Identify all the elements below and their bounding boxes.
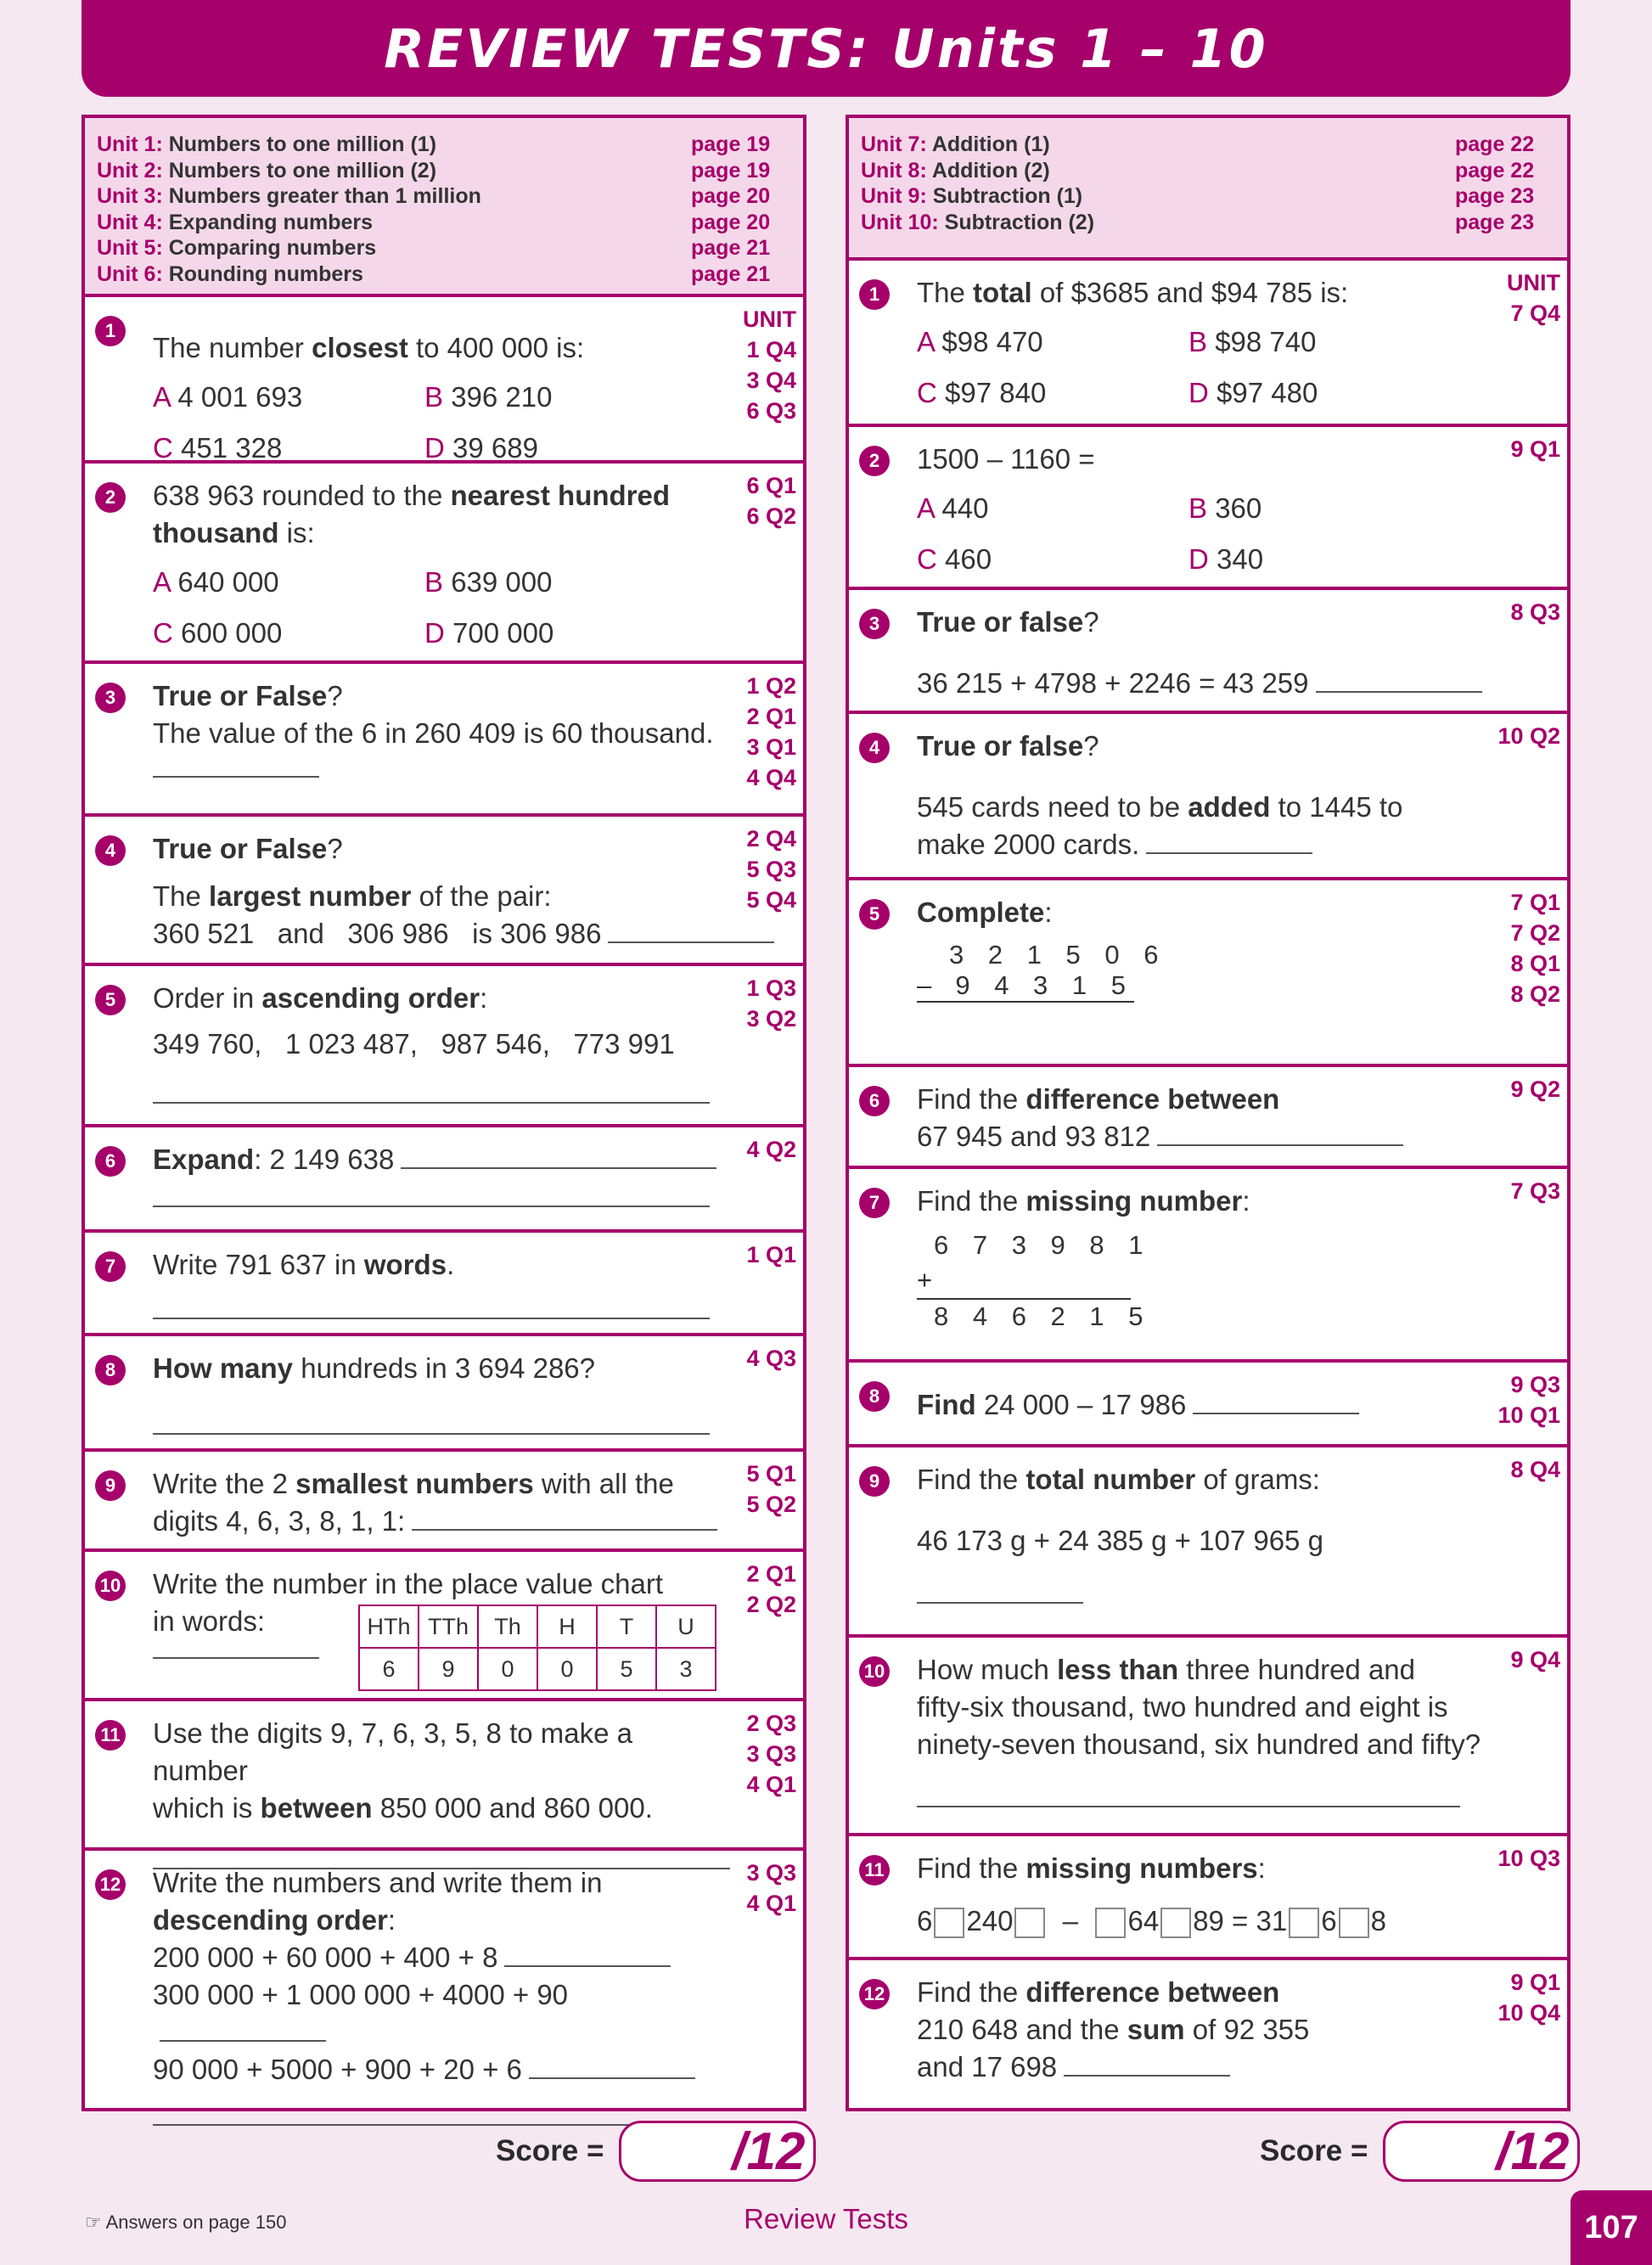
left-score — [496, 2121, 816, 2182]
answer-line[interactable] — [917, 1602, 1083, 1604]
digit-box[interactable] — [934, 1908, 964, 1938]
left-question-5: 5 1 Q3 3 Q2 Order in ascending order: 349 760, 1 023 487, 987 546, 773 991 — [85, 966, 803, 1127]
answer-line[interactable] — [1064, 2068, 1230, 2077]
question-number: 9 — [859, 1466, 890, 1497]
unit-ref: 1 Q3 3 Q2 — [746, 975, 796, 1031]
answer-line[interactable] — [917, 1806, 1460, 1807]
pv-header: U — [656, 1605, 716, 1648]
answer-line[interactable] — [608, 935, 774, 943]
digit-box[interactable] — [1160, 1908, 1191, 1938]
unit-ref: 2 Q1 2 Q2 — [746, 1561, 796, 1617]
unit-ref: 8 Q4 — [1510, 1457, 1560, 1482]
question-number: 5 — [95, 985, 126, 1015]
answer-line[interactable] — [153, 1318, 710, 1319]
unit-ref: 9 Q1 — [1510, 436, 1560, 462]
right-units-list — [849, 118, 1567, 261]
unit-ref: 9 Q3 10 Q1 — [1497, 1372, 1560, 1428]
unit-ref: 9 Q4 — [1510, 1647, 1560, 1672]
option-c[interactable]: C 600 000 — [153, 617, 283, 649]
option-a[interactable]: A $98 470 — [917, 326, 1043, 357]
unit-ref: UNIT 7 Q4 — [1507, 270, 1560, 326]
score-box[interactable]: /12 — [1383, 2121, 1580, 2182]
answer-line[interactable] — [1316, 684, 1482, 693]
left-column — [81, 115, 806, 2111]
unit-ref: 8 Q3 — [1510, 599, 1560, 625]
option-c[interactable]: C 451 328 — [153, 432, 283, 464]
unit-ref: 5 Q1 5 Q2 — [746, 1461, 796, 1517]
footer-title: Review Tests — [744, 2203, 908, 2234]
option-b[interactable]: B $98 740 — [1188, 326, 1317, 357]
left-question-1: 1 UNIT 1 Q4 3 Q4 6 Q3 The number closest to 400 000 is: A 4 001 693 B 396 210 C 451 328 D 39 689 — [85, 297, 803, 464]
left-question-11: 11 2 Q3 3 Q3 4 Q1 Use the digits 9, 7, 6, 3, 5, 8 to make a number which is between 850 000 and 860 000. — [85, 1701, 803, 1851]
addition-result: 8 4 6 2 1 5 — [934, 1301, 1152, 1331]
right-question-8: 8 9 Q3 10 Q1 Find 24 000 – 17 986 — [849, 1363, 1567, 1447]
pv-header: H — [537, 1605, 597, 1648]
right-question-2: 2 9 Q1 1500 – 1160 = A 440 B 360 C 460 D 340 — [849, 427, 1567, 590]
option-d[interactable]: D 39 689 — [424, 432, 538, 464]
operator: + — [917, 1265, 933, 1295]
unit-ref: 10 Q2 — [1497, 723, 1560, 749]
question-number: 6 — [95, 1146, 126, 1177]
right-column — [846, 115, 1571, 2111]
left-question-12: 12 3 Q3 4 Q1 Write the numbers and write them in descending order: 200 000 + 60 000 + 400 + 8 300 000 + 1 000 000 + 4000 + 90 90 000 + 5000 + 900 + 20 + 6 — [85, 1851, 803, 2109]
answer-options — [917, 323, 1499, 412]
unit-ref: 7 Q1 7 Q2 8 Q1 8 Q2 — [1510, 890, 1560, 1007]
right-question-10: 10 9 Q4 How much less than three hundred and fifty-six thousand, two hundred and eight is ninety-seven thousand, six hundred and fifty? — [849, 1638, 1567, 1836]
question-number: 2 — [859, 446, 890, 476]
answer-line[interactable] — [153, 1433, 710, 1435]
unit-row: Unit 8: Addition (2) page 22 — [861, 158, 1535, 183]
unit-row: Unit 6: Rounding numbers page 21 — [97, 261, 771, 286]
pv-header: Th — [478, 1605, 537, 1648]
pv-header: TTh — [419, 1605, 478, 1648]
answer-line[interactable] — [1157, 1138, 1403, 1146]
unit-row: Unit 2: Numbers to one million (2) page 19 — [97, 158, 771, 183]
unit-ref: 2 Q4 5 Q3 5 Q4 — [746, 826, 796, 913]
answer-line[interactable] — [504, 1959, 671, 1967]
question-number: 8 — [859, 1381, 890, 1412]
option-a[interactable]: A 440 — [917, 492, 989, 524]
unit-row: Unit 4: Expanding numbers page 20 — [97, 210, 771, 234]
option-b[interactable]: B 639 000 — [424, 566, 553, 598]
left-question-8: 8 4 Q3 How many hundreds in 3 694 286? — [85, 1336, 803, 1452]
question-number: 4 — [95, 835, 126, 866]
left-question-2: 2 6 Q1 6 Q2 638 963 rounded to the nearest hundred thousand is: A 640 000 B 639 000 C 600 000 D 700 000 — [85, 464, 803, 664]
question-number: 11 — [95, 1720, 126, 1751]
right-question-6: 6 9 Q2 Find the difference between 67 945 and 93 812 — [849, 1067, 1567, 1169]
unit-ref: 4 Q2 — [746, 1137, 796, 1162]
answer-line[interactable] — [1146, 846, 1312, 854]
pv-digit: 3 — [656, 1648, 716, 1690]
option-b[interactable]: B 396 210 — [424, 381, 553, 413]
question-number: 3 — [95, 683, 126, 713]
unit-ref: 1 Q1 — [746, 1242, 796, 1267]
unit-ref: 4 Q3 — [746, 1346, 796, 1371]
answer-line[interactable] — [153, 776, 319, 778]
question-number: 10 — [95, 1571, 126, 1601]
option-a[interactable]: A 4 001 693 — [153, 381, 303, 413]
unit-ref: 10 Q3 — [1497, 1846, 1560, 1871]
title-banner — [81, 0, 1571, 97]
pv-digit: 0 — [478, 1648, 537, 1690]
addition-top: 6 7 3 9 8 1 — [934, 1230, 1152, 1260]
right-question-3: 3 8 Q3 True or false? 36 215 + 4798 + 2246 = 43 259 — [849, 590, 1567, 714]
answer-line[interactable] — [160, 2033, 326, 2042]
unit-ref: 7 Q3 — [1510, 1178, 1560, 1204]
answer-line[interactable] — [153, 1102, 710, 1104]
operator: – — [917, 970, 932, 1000]
question-number: 1 — [859, 279, 890, 310]
question-number: 12 — [95, 1869, 126, 1900]
right-question-9: 9 8 Q4 Find the total number of grams: 46 173 g + 24 385 g + 107 965 g — [849, 1447, 1567, 1638]
answer-line[interactable] — [153, 1206, 710, 1207]
question-number: 6 — [859, 1086, 890, 1116]
unit-ref: 6 Q1 6 Q2 — [746, 473, 796, 529]
unit-row: Unit 9: Subtraction (1) page 23 — [861, 184, 1535, 208]
digit-box[interactable] — [1339, 1908, 1369, 1938]
subtraction-bottom: 9 4 3 1 5 — [955, 970, 1134, 1000]
pv-header: HTh — [359, 1605, 419, 1648]
pv-digit: 5 — [597, 1648, 656, 1690]
option-b[interactable]: B 360 — [1188, 492, 1262, 524]
right-question-5: 5 7 Q1 7 Q2 8 Q1 8 Q2 Complete: 3 2 1 5 0 6 – 9 4 3 1 5 — [849, 880, 1567, 1067]
subtraction-top: 3 2 1 5 0 6 — [949, 940, 1167, 970]
unit-ref: 1 Q2 2 Q1 3 Q1 4 Q4 — [746, 673, 796, 790]
right-question-12: 12 9 Q1 10 Q4 Find the difference between 210 648 and the sum of 92 355 and 17 698 — [849, 1960, 1567, 2108]
answer-line[interactable] — [1193, 1406, 1359, 1414]
question-number: 10 — [859, 1656, 890, 1687]
option-d[interactable]: D 700 000 — [424, 617, 554, 649]
unit-ref: UNIT 1 Q4 3 Q4 6 Q3 — [743, 306, 796, 424]
right-question-1: 1 UNIT 7 Q4 The total of $3685 and $94 785 is: A $98 470 B $98 740 C $97 840 D $97 480 — [849, 261, 1567, 427]
question-number: 5 — [859, 899, 890, 930]
answer-line[interactable] — [153, 1657, 319, 1659]
unit-ref: 9 Q1 10 Q4 — [1497, 1970, 1560, 2026]
option-d[interactable]: D 340 — [1188, 543, 1264, 575]
left-question-4: 4 2 Q4 5 Q3 5 Q4 True or False? The largest number of the pair: 360 521 and 306 986 is 306 986 — [85, 817, 803, 966]
answers-note: ☞ Answers on page 150 — [85, 2212, 287, 2233]
question-number: 9 — [95, 1470, 126, 1501]
question-number: 2 — [95, 482, 126, 513]
right-score — [1260, 2121, 1580, 2182]
question-number: 12 — [859, 1979, 890, 2009]
left-question-9: 9 5 Q1 5 Q2 Write the 2 smallest numbers with all the digits 4, 6, 3, 8, 1, 1: — [85, 1452, 803, 1552]
unit-ref: 3 Q3 4 Q1 — [746, 1860, 796, 1916]
answer-line[interactable] — [401, 1161, 716, 1169]
right-question-4: 4 10 Q2 True or false? 545 cards need to be added to 1445 to make 2000 cards. — [849, 714, 1567, 880]
answer-line[interactable] — [529, 2071, 695, 2079]
right-question-7: 7 7 Q3 Find the missing number: 6 7 3 9 8 1 + 8 4 6 2 1 5 — [849, 1169, 1567, 1363]
digit-box[interactable] — [1095, 1908, 1126, 1938]
unit-row: Unit 10: Subtraction (2) page 23 — [861, 210, 1535, 234]
question-number: 1 — [95, 316, 126, 346]
digit-box[interactable] — [1014, 1908, 1045, 1938]
missing-number-equation: 6 240 – 64 89 = 31 6 8 — [917, 1902, 1499, 1940]
page-title: REVIEW TESTS: Units 1 – 10 — [384, 17, 1268, 80]
question-number: 3 — [859, 609, 890, 639]
score-label: Score = — [496, 2134, 604, 2167]
option-d[interactable]: D $97 480 — [1188, 377, 1318, 408]
pv-digit: 0 — [537, 1648, 597, 1690]
score-label: Score = — [1260, 2134, 1368, 2167]
unit-ref: 9 Q2 — [1510, 1076, 1560, 1102]
left-question-3: 3 1 Q2 2 Q1 3 Q1 4 Q4 True or False? The value of the 6 in 260 409 is 60 thousand. — [85, 664, 803, 817]
question-number: 7 — [859, 1188, 890, 1218]
pv-digit: 6 — [359, 1648, 419, 1690]
left-question-10: 10 2 Q1 2 Q2 Write the number in the place value chart in words: HTh TTh Th H T U 6 9 0 0 5 3 — [85, 1552, 803, 1701]
pv-digit: 9 — [419, 1648, 478, 1690]
answer-options — [153, 564, 735, 652]
answer-line[interactable] — [412, 1522, 717, 1531]
option-a[interactable]: A 640 000 — [153, 566, 279, 598]
answer-options — [917, 490, 1499, 578]
score-box[interactable]: /12 — [619, 2121, 816, 2182]
question-number: 8 — [95, 1355, 126, 1385]
left-units-list — [85, 118, 803, 297]
answer-options — [153, 379, 735, 467]
unit-row: Unit 7: Addition (1) page 22 — [861, 132, 1535, 156]
left-question-6: 6 4 Q2 Expand: 2 149 638 — [85, 1127, 803, 1233]
left-question-7: 7 1 Q1 Write 791 637 in words. — [85, 1233, 803, 1336]
unit-row: Unit 5: Comparing numbers page 21 — [97, 236, 771, 260]
question-number: 4 — [859, 733, 890, 763]
pv-header: T — [597, 1605, 656, 1648]
place-value-chart — [358, 1605, 716, 1691]
option-c[interactable]: C 460 — [917, 543, 992, 575]
question-number: 7 — [95, 1251, 126, 1282]
option-c[interactable]: C $97 840 — [917, 377, 1047, 408]
digit-box[interactable] — [1289, 1908, 1319, 1938]
unit-row: Unit 3: Numbers greater than 1 million page 20 — [97, 184, 771, 208]
page-number: 107 — [1571, 2190, 1652, 2265]
unit-row: Unit 1: Numbers to one million (1) page 19 — [97, 132, 771, 156]
question-number: 11 — [859, 1855, 890, 1886]
right-question-11: 11 10 Q3 Find the missing numbers: 6 240 – 64 89 = 31 6 8 — [849, 1836, 1567, 1960]
unit-ref: 2 Q3 3 Q3 4 Q1 — [746, 1711, 796, 1797]
